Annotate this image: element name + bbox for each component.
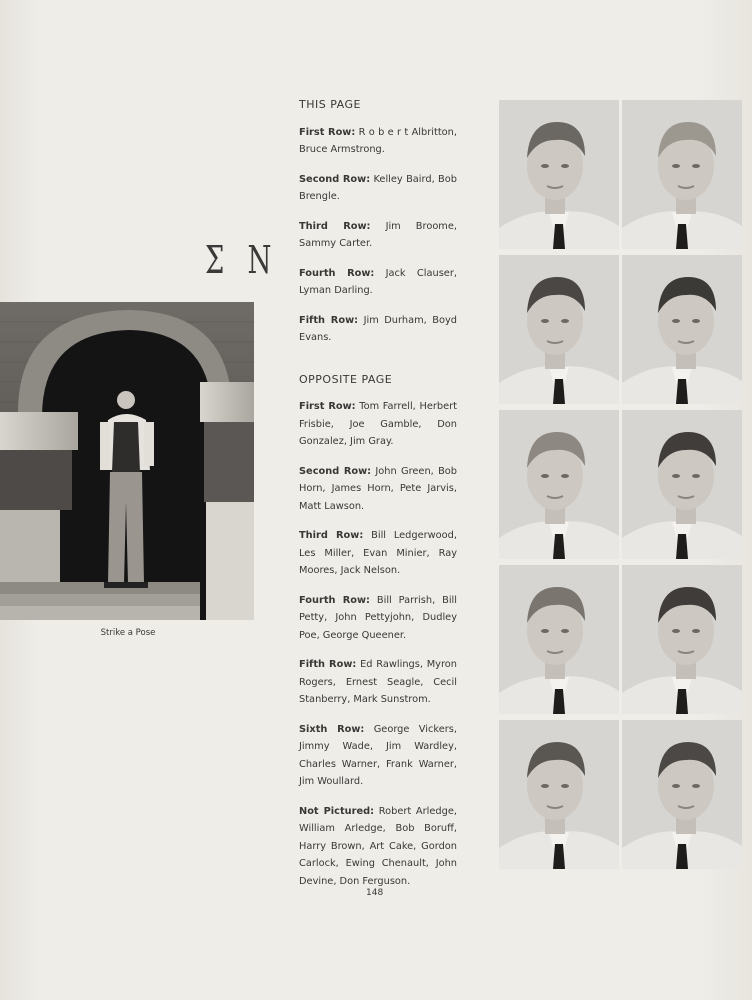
roster-entry (299, 656, 457, 709)
row-names: Jim Broome, Sammy Carter. (299, 220, 457, 249)
portrait-grid (499, 100, 743, 870)
fraternity-letters: Σ N (205, 238, 279, 282)
roster-entry (299, 398, 457, 451)
portrait-photo (622, 100, 742, 249)
page-number: 148 (366, 888, 384, 898)
row-label: Sixth Row: (299, 723, 365, 735)
portrait-photo (622, 565, 742, 714)
archway-photo-image (0, 302, 254, 620)
row-names: Bill Ledgerwood, Les Miller, Evan Minier, Ray Moores, Jack Nelson. (299, 530, 458, 576)
portrait-photo (622, 410, 742, 559)
roster-text-column (299, 96, 457, 902)
this-page-heading: THIS PAGE (299, 98, 361, 111)
row-names: Ed Rawlings, Myron Rogers, Ernest Seagle, Cecil Stanberry, Mark Sunstrom. (299, 659, 457, 705)
row-label: Fifth Row: (299, 314, 359, 326)
roster-entry (299, 218, 457, 253)
row-label: Fourth Row: (299, 267, 375, 279)
portrait-photo (499, 565, 619, 714)
portrait-image (499, 255, 619, 404)
portrait-photo (499, 255, 619, 404)
row-label: First Row: (299, 401, 356, 412)
archway-photo (0, 302, 254, 620)
roster-entry (299, 171, 457, 206)
portrait-image (622, 720, 742, 869)
row-names: Jack Clauser, Lyman Darling. (299, 267, 457, 296)
not-pictured-names: Robert Arledge, William Arledge, Bob Boruff, Harry Brown, Art Cake, Gordon Carlock, Ewing Chenault, John Devine, Don Ferguson. (299, 805, 457, 887)
roster-entry (299, 721, 457, 791)
row-names: R o b e r t Albritton, Bruce Armstrong. (299, 126, 457, 155)
portrait-photo (622, 255, 742, 404)
portrait-image (622, 100, 742, 249)
row-names: Bill Parrish, Bill Petty, John Pettyjohn, Dudley Poe, George Queener. (299, 594, 457, 641)
portrait-photo (499, 410, 619, 559)
not-pictured-entry (299, 803, 457, 891)
roster-entry (299, 592, 457, 645)
row-label: Third Row: (299, 220, 371, 232)
portrait-image (499, 565, 619, 714)
portrait-photo (499, 720, 619, 869)
portrait-photo (499, 100, 619, 249)
portrait-image (622, 255, 742, 404)
not-pictured-label: Not Pictured: (299, 805, 375, 817)
row-label: Fifth Row: (299, 659, 357, 670)
photo-caption: Strike a Pose (100, 628, 156, 638)
roster-entry (299, 463, 457, 516)
row-label: Third Row: (299, 530, 364, 541)
roster-entry (299, 312, 457, 347)
portrait-photo (622, 720, 742, 869)
portrait-image (622, 565, 742, 714)
row-label: Second Row: (299, 173, 371, 185)
row-label: Fourth Row: (299, 594, 370, 606)
row-names: George Vickers, Jimmy Wade, Jim Wardley, Charles Warner, Frank Warner, Jim Woullard. (299, 723, 457, 787)
row-names: Kelley Baird, Bob Brengle. (299, 173, 457, 202)
roster-entry (299, 265, 457, 300)
row-label: First Row: (299, 126, 356, 138)
opposite-page-heading: OPPOSITE PAGE (299, 372, 393, 386)
roster-entry (299, 124, 457, 159)
portrait-image (499, 410, 619, 559)
row-label: Second Row: (299, 465, 372, 477)
row-names: John Green, Bob Horn, James Horn, Pete Jarvis, Matt Lawson. (299, 465, 458, 512)
row-names: Tom Farrell, Herbert Frisbie, Joe Gamble, Don Gonzalez, Jim Gray. (299, 401, 457, 447)
roster-entry (299, 527, 457, 580)
portrait-image (499, 100, 619, 249)
portrait-image (622, 410, 742, 559)
portrait-image (499, 720, 619, 869)
row-names: Jim Durham, Boyd Evans. (299, 314, 457, 343)
